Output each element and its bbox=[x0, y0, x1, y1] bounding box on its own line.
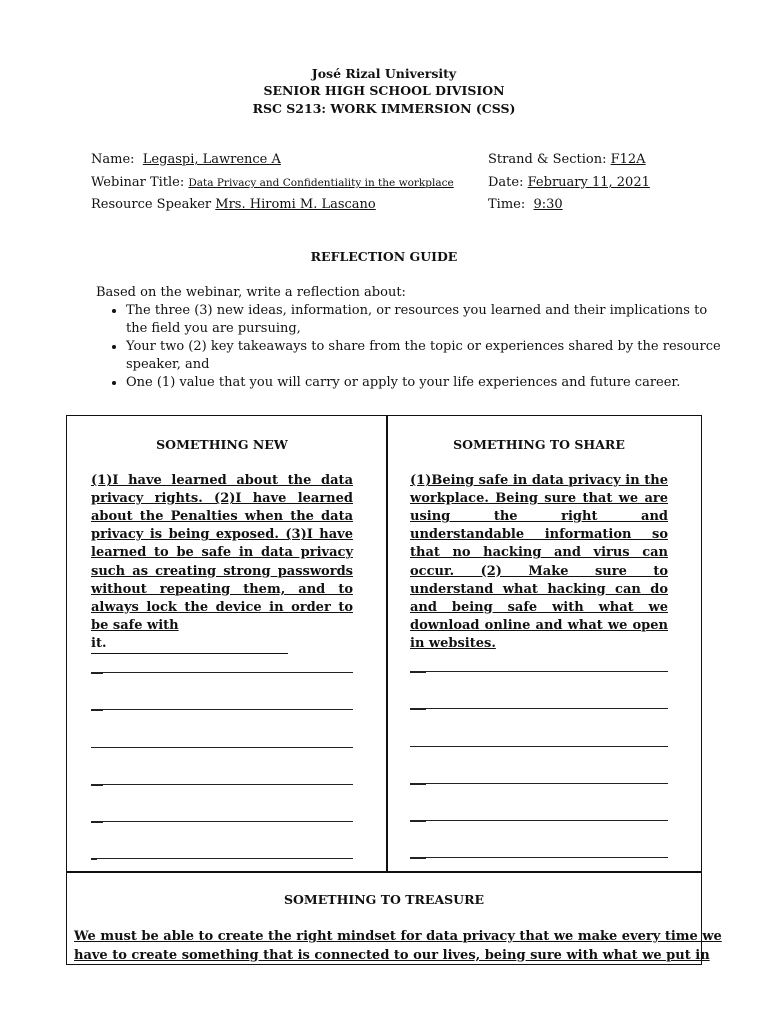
answer-line bbox=[410, 653, 668, 672]
something-share-title: SOMETHING TO SHARE bbox=[453, 437, 625, 452]
time-row bbox=[488, 197, 563, 212]
something-share-cell bbox=[410, 436, 668, 876]
guide-bullet: • Your two (2) key takeaways to share from the topic or experiences shared by the resource speaker, and bbox=[126, 338, 726, 374]
reflection-guide-title: REFLECTION GUIDE bbox=[310, 249, 458, 264]
speaker-row bbox=[91, 197, 376, 212]
webinar-label: Webinar Title: bbox=[91, 175, 185, 190]
university-name: José Rizal University bbox=[311, 66, 457, 81]
answer-line bbox=[410, 765, 668, 784]
guide-bullet: • The three (3) new ideas, information, or resources you learned and their implications to the field you are pursuing, bbox=[126, 302, 726, 338]
name-label: Name: bbox=[91, 152, 135, 167]
course-title: RSC S213: WORK IMMERSION (CSS) bbox=[252, 101, 516, 116]
webinar-row bbox=[91, 175, 454, 190]
answer-line bbox=[91, 691, 353, 710]
answer-line bbox=[410, 690, 668, 709]
speaker-label: Resource Speaker bbox=[91, 197, 212, 212]
something-new-tail-text: it. bbox=[91, 635, 288, 654]
something-new-text: (1)I have learned about the data privacy rights. (2)I have learned about the Penalties when the data privacy is being exposed. (3)I have learned to be safe in data privacy such as creating strong passwords without repeating them, and to always lock the device in order to be safe with bbox=[91, 473, 353, 633]
answer-line bbox=[91, 728, 353, 747]
something-treasure-text bbox=[74, 928, 722, 965]
treasure-line: have to create something that is connected to our lives, being sure with what we put in bbox=[74, 947, 710, 963]
speaker-value: Mrs. Hiromi M. Lascano bbox=[215, 197, 376, 212]
something-treasure-title: SOMETHING TO TREASURE bbox=[284, 892, 484, 907]
table-column-divider bbox=[386, 415, 388, 873]
guide-bullet-list bbox=[96, 302, 726, 392]
answer-line bbox=[410, 839, 668, 858]
something-new-title: SOMETHING NEW bbox=[156, 437, 288, 452]
something-new-tail bbox=[91, 635, 353, 654]
name-row bbox=[91, 152, 281, 167]
strand-label: Strand & Section: bbox=[488, 152, 607, 167]
guide-bullet: • One (1) value that you will carry or apply to your life experiences and future career. bbox=[126, 374, 726, 392]
something-share-text: (1)Being safe in data privacy in the workplace. Being sure that we are using the right and understandable information so that no hacking and virus can occur. (2) Make sure to understand what hacking can do and being safe with what we download online and what we open in websites. bbox=[410, 473, 668, 651]
webinar-value: Data Privacy and Confidentiality in the workplace bbox=[188, 177, 454, 189]
division-name: SENIOR HIGH SCHOOL DIVISION bbox=[263, 83, 505, 98]
strand-row bbox=[488, 152, 646, 167]
date-label: Date: bbox=[488, 175, 524, 190]
answer-line bbox=[91, 840, 353, 859]
date-row bbox=[488, 175, 650, 190]
answer-line bbox=[91, 654, 353, 673]
treasure-line: We must be able to create the right mindset for data privacy that we make every time we bbox=[74, 929, 722, 944]
answer-line bbox=[91, 803, 353, 822]
date-value: February 11, 2021 bbox=[527, 175, 650, 190]
guide-intro: Based on the webinar, write a reflection about: bbox=[96, 285, 406, 300]
time-value: 9:30 bbox=[533, 197, 563, 212]
answer-line bbox=[410, 727, 668, 746]
name-value: Legaspi, Lawrence A bbox=[142, 152, 281, 167]
answer-line bbox=[91, 766, 353, 785]
strand-value: F12A bbox=[610, 152, 646, 167]
time-label: Time: bbox=[488, 197, 526, 212]
answer-line bbox=[410, 802, 668, 821]
something-new-cell bbox=[91, 436, 353, 877]
